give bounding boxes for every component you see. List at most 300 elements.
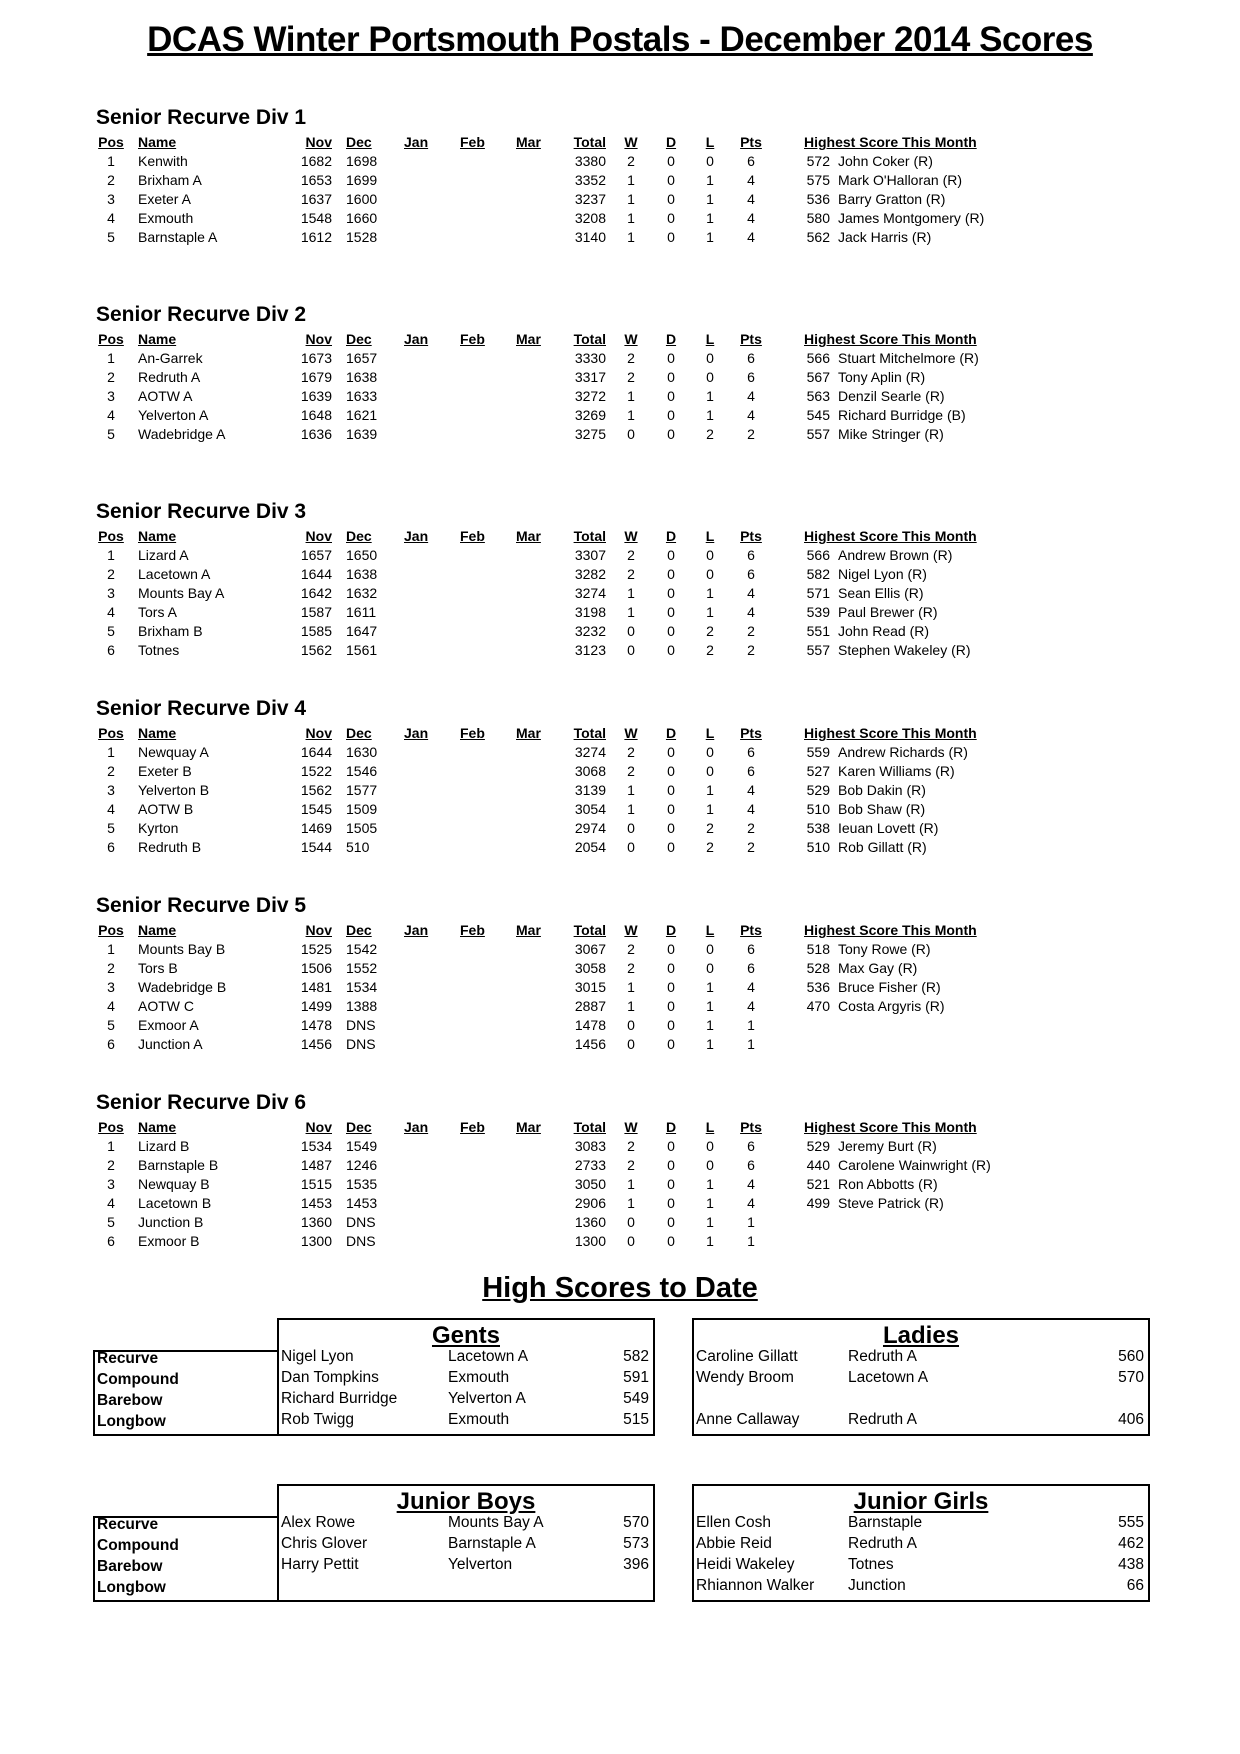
table-row (96, 623, 1156, 642)
cell-pos: 3 (107, 782, 115, 798)
cell-pos: 6 (107, 839, 115, 855)
cell-name: Lizard A (138, 547, 189, 563)
club-name: Mounts Bay A (448, 1514, 544, 1531)
division-title: Senior Recurve Div 6 (96, 1091, 307, 1114)
cell-hs-score: 575 (806, 172, 830, 188)
cell-dec: 1632 (346, 585, 378, 601)
cell-pts: 1 (747, 1233, 755, 1249)
header-nov: Nov (305, 528, 332, 544)
cell-name: Yelverton B (138, 782, 210, 798)
cell-hs-name: Mike Stringer (R) (838, 426, 944, 442)
header-w: W (624, 725, 638, 741)
cell-l: 2 (706, 820, 714, 836)
cell-name: Kyrton (138, 820, 179, 836)
cell-l: 0 (706, 369, 714, 385)
category-label: Compound (97, 1371, 179, 1388)
header-pts: Pts (740, 134, 762, 150)
archer-name: Anne Callaway (696, 1411, 800, 1428)
cell-hs-score: 566 (806, 350, 830, 366)
cell-d: 0 (667, 210, 675, 226)
header-mar: Mar (516, 922, 541, 938)
club-name: Yelverton A (448, 1390, 526, 1407)
cell-pts: 4 (747, 407, 755, 423)
cell-total: 2974 (574, 820, 606, 836)
cell-dec: 1647 (346, 623, 378, 639)
cell-hs-name: Bob Shaw (R) (838, 801, 926, 817)
header-name: Name (138, 331, 177, 347)
cell-nov: 1587 (300, 604, 332, 620)
cell-total: 1300 (574, 1233, 606, 1249)
header-l: L (705, 725, 715, 741)
cell-hs-score: 536 (806, 191, 830, 207)
cell-dec: 1388 (346, 998, 378, 1014)
cell-pts: 6 (747, 547, 755, 563)
cell-dec: 1552 (346, 960, 378, 976)
cell-hs-score: 510 (806, 801, 830, 817)
cell-d: 0 (667, 998, 675, 1014)
cell-l: 1 (706, 801, 714, 817)
score-value: 406 (1118, 1411, 1144, 1428)
cell-total: 3269 (574, 407, 606, 423)
archer-name: Abbie Reid (696, 1535, 772, 1552)
high-scores-title: High Scores to Date (482, 1272, 758, 1304)
high-score-row (279, 1577, 653, 1598)
cell-hs-score: 567 (806, 369, 830, 385)
cell-dec: DNS (346, 1233, 376, 1249)
cell-pos: 4 (107, 998, 115, 1014)
cell-l: 0 (706, 547, 714, 563)
cell-l: 1 (706, 172, 714, 188)
division-title: Senior Recurve Div 5 (96, 894, 307, 917)
header-dec: Dec (346, 1119, 372, 1135)
cell-w: 0 (627, 820, 635, 836)
cell-nov: 1487 (300, 1157, 332, 1173)
cell-w: 2 (627, 1138, 635, 1154)
cell-hs-score: 557 (806, 426, 830, 442)
cell-l: 1 (706, 979, 714, 995)
score-value: 438 (1118, 1556, 1144, 1573)
cell-hs-score: 539 (806, 604, 830, 620)
header-total: Total (573, 134, 606, 150)
cell-hs-score: 528 (806, 960, 830, 976)
high-score-row (279, 1411, 653, 1432)
header-d: D (665, 134, 677, 150)
cell-hs-name: Bruce Fisher (R) (838, 979, 941, 995)
cell-name: AOTW C (138, 998, 194, 1014)
cell-pts: 4 (747, 210, 755, 226)
header-highest: Highest Score This Month (804, 134, 977, 150)
cell-dec: 1660 (346, 210, 378, 226)
cell-w: 1 (627, 407, 635, 423)
cell-pos: 2 (107, 763, 115, 779)
table-header (96, 528, 1156, 547)
cell-hs-score: 518 (806, 941, 830, 957)
cell-d: 0 (667, 1157, 675, 1173)
cell-d: 0 (667, 1138, 675, 1154)
cell-hs-score: 551 (806, 623, 830, 639)
header-l: L (705, 922, 715, 938)
cell-d: 0 (667, 1017, 675, 1033)
cell-dec: 1528 (346, 229, 378, 245)
header-mar: Mar (516, 1119, 541, 1135)
club-name: Barnstaple A (448, 1535, 536, 1552)
table-row (96, 839, 1156, 858)
cell-total: 3380 (574, 153, 606, 169)
cell-total: 2887 (574, 998, 606, 1014)
header-pos: Pos (98, 134, 124, 150)
cell-pos: 6 (107, 1233, 115, 1249)
cell-dec: DNS (346, 1214, 376, 1230)
cell-hs-name: Sean Ellis (R) (838, 585, 924, 601)
cell-pos: 2 (107, 960, 115, 976)
cell-w: 0 (627, 642, 635, 658)
cell-nov: 1300 (300, 1233, 332, 1249)
table-row (96, 1195, 1156, 1214)
cell-dec: DNS (346, 1017, 376, 1033)
cell-total: 3198 (574, 604, 606, 620)
score-value: 462 (1118, 1535, 1144, 1552)
cell-pos: 2 (107, 369, 115, 385)
cell-hs-name: Karen Williams (R) (838, 763, 955, 779)
cell-pos: 1 (107, 941, 115, 957)
high-score-row (694, 1556, 1148, 1577)
table-header (96, 134, 1156, 153)
cell-name: Junction A (138, 1036, 203, 1052)
cell-name: Brixham A (138, 172, 202, 188)
header-w: W (624, 134, 638, 150)
cell-d: 0 (667, 1195, 675, 1211)
table-row (96, 191, 1156, 210)
header-l: L (705, 134, 715, 150)
header-l: L (705, 1119, 715, 1135)
cell-name: Lacetown B (138, 1195, 212, 1211)
cell-total: 3140 (574, 229, 606, 245)
cell-d: 0 (667, 229, 675, 245)
cell-total: 3232 (574, 623, 606, 639)
cell-nov: 1682 (300, 153, 332, 169)
cell-w: 1 (627, 210, 635, 226)
cell-w: 2 (627, 547, 635, 563)
header-mar: Mar (516, 331, 541, 347)
cell-pos: 1 (107, 1138, 115, 1154)
cell-l: 1 (706, 1233, 714, 1249)
category-label: Barebow (97, 1558, 163, 1575)
table-row (96, 172, 1156, 191)
cell-pos: 5 (107, 1017, 115, 1033)
header-jan: Jan (404, 922, 429, 938)
high-score-row (279, 1535, 653, 1556)
cell-hs-name: Stephen Wakeley (R) (838, 642, 971, 658)
cell-w: 2 (627, 744, 635, 760)
header-total: Total (573, 528, 606, 544)
high-score-row (694, 1514, 1148, 1535)
category-labels-box (93, 1516, 277, 1602)
cell-hs-score: 536 (806, 979, 830, 995)
cell-w: 1 (627, 172, 635, 188)
club-name: Redruth A (848, 1535, 917, 1552)
club-name: Redruth A (848, 1411, 917, 1428)
cell-l: 0 (706, 763, 714, 779)
cell-pts: 4 (747, 1195, 755, 1211)
archer-name: Ellen Cosh (696, 1514, 771, 1531)
header-total: Total (573, 1119, 606, 1135)
cell-nov: 1612 (300, 229, 332, 245)
archer-name: Chris Glover (281, 1535, 368, 1552)
cell-total: 3208 (574, 210, 606, 226)
table-row (96, 604, 1156, 623)
table-header (96, 331, 1156, 350)
cell-w: 0 (627, 1214, 635, 1230)
cell-l: 2 (706, 623, 714, 639)
cell-total: 1478 (574, 1017, 606, 1033)
cell-d: 0 (667, 585, 675, 601)
cell-dec: 1600 (346, 191, 378, 207)
header-pts: Pts (740, 331, 762, 347)
cell-name: Newquay B (138, 1176, 210, 1192)
gents-box (277, 1318, 655, 1436)
header-mar: Mar (516, 725, 541, 741)
cell-total: 2733 (574, 1157, 606, 1173)
club-name: Exmouth (448, 1411, 510, 1428)
cell-w: 0 (627, 623, 635, 639)
header-jan: Jan (404, 725, 429, 741)
division-title: Senior Recurve Div 4 (96, 697, 307, 720)
cell-pts: 1 (747, 1214, 755, 1230)
cell-name: Yelverton A (138, 407, 209, 423)
header-dec: Dec (346, 725, 372, 741)
cell-pts: 6 (747, 744, 755, 760)
score-value: 555 (1118, 1514, 1144, 1531)
header-total: Total (573, 331, 606, 347)
cell-dec: 1638 (346, 369, 378, 385)
category-label: Longbow (97, 1413, 166, 1430)
cell-total: 3050 (574, 1176, 606, 1192)
header-nov: Nov (305, 922, 332, 938)
table-row (96, 1233, 1156, 1252)
box-title: Junior Girls (853, 1488, 989, 1515)
archer-name: Wendy Broom (696, 1369, 794, 1386)
cell-pos: 3 (107, 979, 115, 995)
cell-dec: 1621 (346, 407, 378, 423)
cell-d: 0 (667, 547, 675, 563)
cell-d: 0 (667, 1233, 675, 1249)
cell-nov: 1545 (300, 801, 332, 817)
cell-hs-name: Ieuan Lovett (R) (838, 820, 939, 836)
cell-w: 1 (627, 1195, 635, 1211)
score-value: 582 (623, 1348, 649, 1365)
cell-nov: 1469 (300, 820, 332, 836)
cell-pos: 3 (107, 1176, 115, 1192)
cell-pts: 4 (747, 229, 755, 245)
header-total: Total (573, 922, 606, 938)
header-d: D (665, 922, 677, 938)
header-feb: Feb (460, 725, 485, 741)
high-score-row (694, 1390, 1148, 1411)
table-row (96, 229, 1156, 248)
cell-nov: 1644 (300, 566, 332, 582)
table-row (96, 1017, 1156, 1036)
cell-nov: 1478 (300, 1017, 332, 1033)
cell-pts: 1 (747, 1017, 755, 1033)
cell-pos: 5 (107, 229, 115, 245)
high-score-row (694, 1369, 1148, 1390)
header-jan: Jan (404, 1119, 429, 1135)
header-highest: Highest Score This Month (804, 725, 977, 741)
table-row (96, 426, 1156, 445)
archer-name: Rhiannon Walker (696, 1577, 815, 1594)
cell-w: 1 (627, 979, 635, 995)
junior-girls-box (692, 1484, 1150, 1602)
header-w: W (624, 331, 638, 347)
cell-hs-name: Stuart Mitchelmore (R) (838, 350, 979, 366)
table-row (96, 153, 1156, 172)
cell-nov: 1562 (300, 642, 332, 658)
header-dec: Dec (346, 528, 372, 544)
header-d: D (665, 725, 677, 741)
cell-l: 1 (706, 585, 714, 601)
cell-w: 2 (627, 153, 635, 169)
cell-total: 1360 (574, 1214, 606, 1230)
cell-d: 0 (667, 744, 675, 760)
cell-hs-score: 562 (806, 229, 830, 245)
header-name: Name (138, 1119, 177, 1135)
cell-hs-name: Steve Patrick (R) (838, 1195, 944, 1211)
table-row (96, 979, 1156, 998)
cell-d: 0 (667, 350, 675, 366)
box-title: Ladies (882, 1322, 960, 1349)
header-jan: Jan (404, 528, 429, 544)
header-pts: Pts (740, 922, 762, 938)
high-score-row (694, 1348, 1148, 1369)
cell-total: 3068 (574, 763, 606, 779)
cell-nov: 1515 (300, 1176, 332, 1192)
cell-name: Exeter B (138, 763, 192, 779)
header-jan: Jan (404, 134, 429, 150)
cell-nov: 1679 (300, 369, 332, 385)
header-name: Name (138, 528, 177, 544)
high-score-row (694, 1411, 1148, 1432)
cell-nov: 1522 (300, 763, 332, 779)
cell-total: 3139 (574, 782, 606, 798)
cell-hs-name: James Montgomery (R) (838, 210, 985, 226)
cell-name: Redruth A (138, 369, 201, 385)
cell-d: 0 (667, 839, 675, 855)
cell-l: 1 (706, 782, 714, 798)
cell-nov: 1657 (300, 547, 332, 563)
header-nov: Nov (305, 725, 332, 741)
cell-hs-name: Tony Aplin (R) (838, 369, 926, 385)
header-l: L (705, 331, 715, 347)
cell-hs-score: 510 (806, 839, 830, 855)
cell-pos: 5 (107, 623, 115, 639)
club-name: Totnes (848, 1556, 894, 1573)
cell-pos: 2 (107, 172, 115, 188)
header-nov: Nov (305, 1119, 332, 1135)
cell-pos: 3 (107, 585, 115, 601)
high-score-row (279, 1348, 653, 1369)
cell-w: 0 (627, 1036, 635, 1052)
cell-w: 0 (627, 1233, 635, 1249)
cell-d: 0 (667, 763, 675, 779)
score-value: 570 (623, 1514, 649, 1531)
cell-hs-name: Paul Brewer (R) (838, 604, 938, 620)
cell-dec: 1650 (346, 547, 378, 563)
cell-nov: 1653 (300, 172, 332, 188)
header-dec: Dec (346, 922, 372, 938)
cell-l: 0 (706, 566, 714, 582)
cell-pts: 4 (747, 191, 755, 207)
cell-w: 1 (627, 801, 635, 817)
cell-pos: 5 (107, 820, 115, 836)
cell-nov: 1525 (300, 941, 332, 957)
cell-hs-score: 529 (806, 1138, 830, 1154)
table-row (96, 388, 1156, 407)
cell-total: 2906 (574, 1195, 606, 1211)
cell-d: 0 (667, 153, 675, 169)
table-row (96, 210, 1156, 229)
cell-hs-score: 571 (806, 585, 830, 601)
header-feb: Feb (460, 1119, 485, 1135)
page-title: DCAS Winter Portsmouth Postals - December 2014 Scores (147, 20, 1093, 59)
cell-hs-name: Ron Abbotts (R) (838, 1176, 938, 1192)
header-w: W (624, 528, 638, 544)
header-highest: Highest Score This Month (804, 922, 977, 938)
header-pts: Pts (740, 528, 762, 544)
cell-pts: 6 (747, 763, 755, 779)
cell-d: 0 (667, 820, 675, 836)
cell-hs-name: Jeremy Burt (R) (838, 1138, 937, 1154)
cell-pos: 1 (107, 153, 115, 169)
cell-d: 0 (667, 407, 675, 423)
archer-name: Harry Pettit (281, 1556, 359, 1573)
high-score-row (279, 1390, 653, 1411)
cell-pts: 6 (747, 153, 755, 169)
cell-pos: 1 (107, 744, 115, 760)
cell-l: 2 (706, 426, 714, 442)
cell-pos: 4 (107, 407, 115, 423)
cell-l: 0 (706, 1138, 714, 1154)
table-row (96, 998, 1156, 1017)
cell-w: 2 (627, 960, 635, 976)
table-row (96, 782, 1156, 801)
cell-total: 3330 (574, 350, 606, 366)
header-d: D (665, 1119, 677, 1135)
cell-hs-name: Carolene Wainwright (R) (838, 1157, 991, 1173)
cell-l: 1 (706, 1036, 714, 1052)
cell-nov: 1639 (300, 388, 332, 404)
cell-dec: 1639 (346, 426, 378, 442)
cell-total: 3123 (574, 642, 606, 658)
cell-total: 3015 (574, 979, 606, 995)
header-d: D (665, 528, 677, 544)
table-row (96, 1176, 1156, 1195)
high-score-row (279, 1369, 653, 1390)
table-row (96, 744, 1156, 763)
cell-hs-name: Max Gay (R) (838, 960, 918, 976)
cell-w: 1 (627, 229, 635, 245)
table-row (96, 350, 1156, 369)
junior-boys-box (277, 1484, 655, 1602)
cell-hs-name: Nigel Lyon (R) (838, 566, 927, 582)
cell-nov: 1534 (300, 1138, 332, 1154)
table-row (96, 547, 1156, 566)
cell-d: 0 (667, 782, 675, 798)
cell-name: Junction B (138, 1214, 204, 1230)
header-pos: Pos (98, 922, 124, 938)
cell-l: 1 (706, 191, 714, 207)
cell-nov: 1562 (300, 782, 332, 798)
cell-pos: 6 (107, 1036, 115, 1052)
